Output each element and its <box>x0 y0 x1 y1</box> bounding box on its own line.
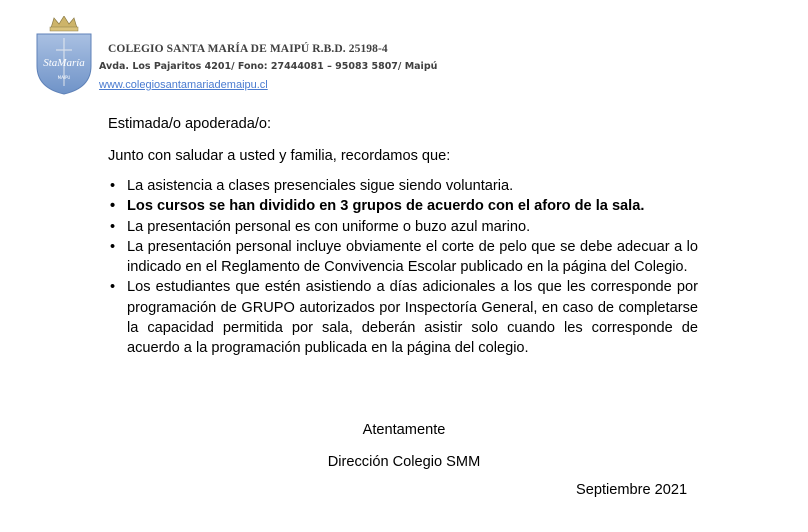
bullet-icon: • <box>110 218 116 235</box>
list-item <box>108 176 698 196</box>
school-name: COLEGIO SANTA MARÍA DE MAIPÚ R.B.D. 25198-4 <box>108 43 388 55</box>
bullet-icon: • <box>110 279 116 296</box>
list-item <box>108 237 698 278</box>
list-item <box>108 277 698 358</box>
signature: Dirección Colegio SMM <box>327 454 481 470</box>
bullet-icon: • <box>110 238 116 255</box>
reminder-list <box>108 176 698 359</box>
list-item-text: Los estudiantes que estén asistiendo a días adicionales a los que les corresponde por programación de GRUPO autorizados por Inspectoría General, en caso de completarse la capacidad permitida por sala, deberán asistir solo cuando les corresponde de acuerdo a la programación publicada en la página del colegio. <box>127 279 698 357</box>
list-item-text: La presentación personal es con uniforme o buzo azul marino. <box>127 218 531 235</box>
list-item <box>108 196 698 216</box>
bullet-icon: • <box>110 198 116 215</box>
letter-date: Septiembre 2021 <box>576 482 688 498</box>
school-address: Avda. Los Pajaritos 4201/ Fono: 27444081 – 95083 5807/ Maipú <box>99 61 438 72</box>
list-item-text: Los cursos se han dividido en 3 grupos de acuerdo con el aforo de la sala. <box>127 198 645 215</box>
intro-text: Junto con saludar a usted y familia, recordamos que: <box>108 148 451 164</box>
list-item-text: La presentación personal incluye obviamente el corte de pelo que se debe adecuar a lo indicado en el Reglamento de Convivencia Escolar publicado en la página del Colegio. <box>127 238 698 276</box>
website-link[interactable]: www.colegiosantamariademaipu.cl <box>99 79 268 91</box>
list-item-text: La asistencia a clases presenciales sigue siendo voluntaria. <box>127 178 514 194</box>
closing: Atentamente <box>362 422 446 438</box>
school-logo <box>34 16 94 96</box>
svg-text:MAIPU: MAIPU <box>57 75 71 80</box>
logo-lettering: StaMaría <box>43 57 85 69</box>
list-item <box>108 217 698 237</box>
greeting: Estimada/o apoderada/o: <box>108 116 272 132</box>
bullet-icon: • <box>110 178 116 194</box>
